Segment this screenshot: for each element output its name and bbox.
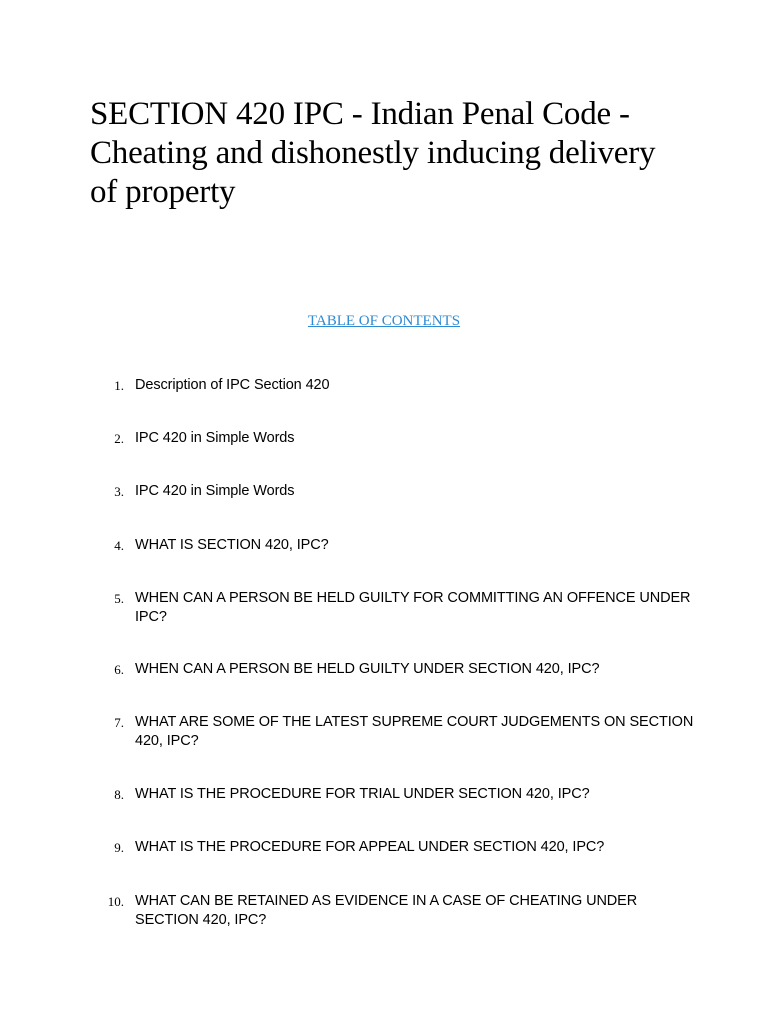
toc-item-number: 10. bbox=[107, 894, 124, 909]
toc-item-text: WHAT CAN BE RETAINED AS EVIDENCE IN A CASE OF CHEATING UNDER SECTION 420, IPC? bbox=[135, 893, 638, 928]
toc-item-text: IPC 420 in Simple Words bbox=[135, 483, 295, 499]
toc-item-number: 6. bbox=[114, 662, 124, 677]
toc-item-text: Description of IPC Section 420 bbox=[135, 377, 330, 393]
document-title: SECTION 420 IPC - Indian Penal Code - Cheating and dishonestly inducing delivery of property bbox=[90, 96, 656, 210]
toc-item-text: WHAT ARE SOME OF THE LATEST SUPREME COURT JUDGEMENTS ON SECTION 420, IPC? bbox=[135, 714, 694, 749]
toc-item-text: IPC 420 in Simple Words bbox=[135, 430, 295, 446]
toc-item-number: 4. bbox=[114, 538, 124, 553]
toc-item-number: 8. bbox=[114, 787, 124, 802]
toc-item-text: WHEN CAN A PERSON BE HELD GUILTY FOR COMMITTING AN OFFENCE UNDER IPC? bbox=[135, 590, 691, 625]
toc-item-text: WHAT IS SECTION 420, IPC? bbox=[135, 537, 329, 553]
toc-item-text: WHAT IS THE PROCEDURE FOR APPEAL UNDER SECTION 420, IPC? bbox=[135, 839, 605, 855]
toc-heading-link[interactable]: TABLE OF CONTENTS bbox=[307, 313, 461, 329]
toc-item-text: WHAT IS THE PROCEDURE FOR TRIAL UNDER SECTION 420, IPC? bbox=[135, 786, 590, 802]
toc-item-text: WHEN CAN A PERSON BE HELD GUILTY UNDER SECTION 420, IPC? bbox=[135, 661, 600, 677]
toc-item-number: 9. bbox=[114, 840, 124, 855]
toc-item-number: 1. bbox=[114, 378, 124, 393]
toc-item-number: 2. bbox=[114, 431, 124, 446]
toc-item-number: 5. bbox=[114, 591, 124, 606]
toc-item-number: 3. bbox=[114, 484, 124, 499]
toc-item-number: 7. bbox=[114, 715, 124, 730]
